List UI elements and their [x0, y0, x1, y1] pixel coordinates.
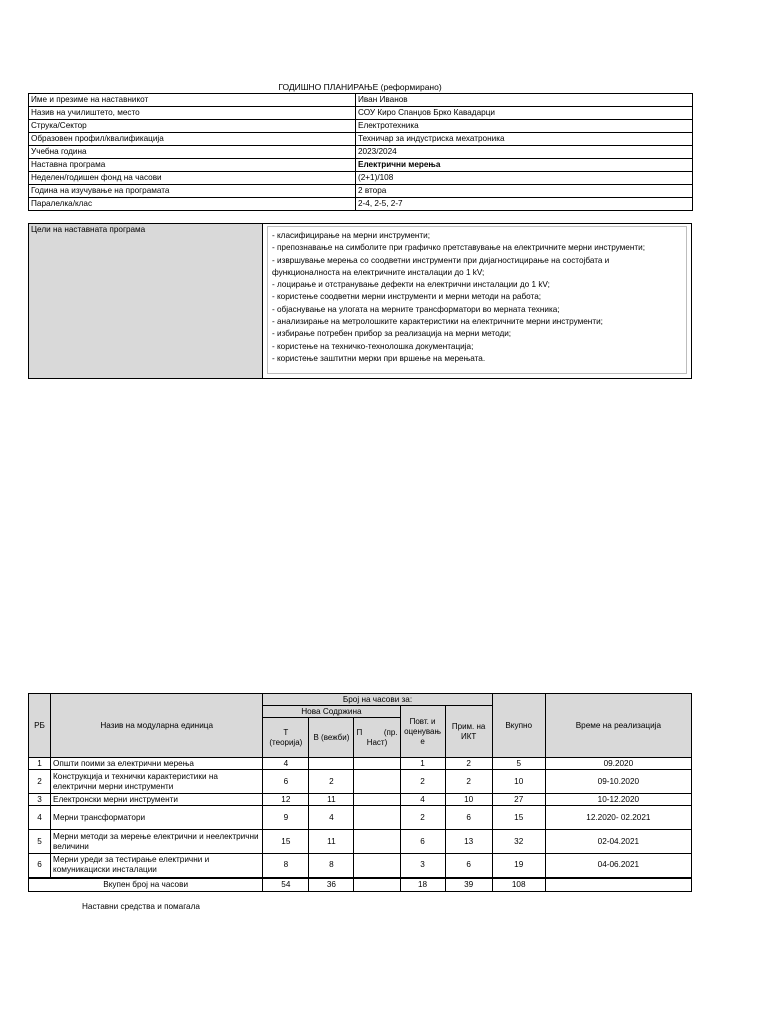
cell-review: 4: [400, 794, 445, 806]
cell-exercises: 2: [309, 770, 354, 794]
cell-unit-name: Конструкција и технички карактеристики на електрични мерни инструменти: [51, 770, 263, 794]
cell-practice: [354, 854, 400, 878]
info-label: Назив на училиштето, место: [29, 107, 356, 120]
header-new-content: Нова Содржина: [263, 706, 400, 718]
cell-review: 6: [400, 830, 445, 854]
cell-time: 12.2020- 02.2021: [545, 806, 691, 830]
teacher-info-table: [28, 93, 693, 211]
info-value: Иван Иванов: [356, 94, 693, 107]
table-row: [29, 830, 692, 854]
goal-item: - избирање потребен прибор за реализација на мерни методи;: [272, 329, 512, 339]
cell-total: 15: [492, 806, 545, 830]
cell-exercises: 11: [309, 830, 354, 854]
modular-units-table: [28, 693, 692, 892]
goal-item: - извршување мерења со соодветни инструменти при дијагностицирање на состојбата и: [272, 255, 610, 265]
program-goals-list: [272, 230, 682, 365]
cell-review: 3: [400, 854, 445, 878]
cell-total: 10: [492, 770, 545, 794]
total-rev: 18: [400, 878, 445, 892]
cell-exercises: [309, 758, 354, 770]
cell-unit-name: Мерни уреди за тестирање електрични и комуникациски инсталации: [51, 854, 263, 878]
goal-item: - препознавање на симболите при графичко претставување на електричните мерни инструменти;: [272, 243, 645, 253]
header-ikt: Прим. на ИКТ: [445, 706, 492, 758]
cell-practice: [354, 830, 400, 854]
total-v: 36: [309, 878, 354, 892]
cell-total: 32: [492, 830, 545, 854]
cell-exercises: 4: [309, 806, 354, 830]
cell-ikt: 13: [445, 830, 492, 854]
goal-item: - користење на техничко-технолошка документација;: [272, 341, 474, 351]
program-goals-label: Цели на наставната програма: [29, 224, 263, 378]
cell-ikt: 6: [445, 854, 492, 878]
info-row: [29, 133, 693, 146]
cell-time: 02-04.2021: [545, 830, 691, 854]
info-row: [29, 94, 693, 107]
goal-item: - анализирање на метролошките карактеристики на електричните мерни инструменти;: [272, 317, 603, 327]
cell-unit-name: Мерни трансформатори: [51, 806, 263, 830]
info-label: Образовен профил/квалификација: [29, 133, 356, 146]
cell-theory: 4: [263, 758, 309, 770]
total-total: 108: [492, 878, 545, 892]
total-label: Вкупен број на часови: [29, 878, 263, 892]
cell-theory: 9: [263, 806, 309, 830]
info-value: 2-4, 2-5, 2-7: [356, 198, 693, 211]
table-row: [29, 770, 692, 794]
header-review: Повт. и оценувањ е: [400, 706, 445, 758]
info-label: Име и презиме на наставникот: [29, 94, 356, 107]
cell-total: 5: [492, 758, 545, 770]
info-row: [29, 198, 693, 211]
goal-item: - објаснување на улогата на мерните трансформатори во мерната техника;: [272, 304, 560, 314]
header-rb: РБ: [29, 694, 51, 758]
cell-theory: 15: [263, 830, 309, 854]
cell-time: 09.2020: [545, 758, 691, 770]
total-p: [354, 878, 400, 892]
info-row: [29, 120, 693, 133]
cell-rb: 6: [29, 854, 51, 878]
info-value: 2023/2024: [356, 146, 693, 159]
info-label: Учебна година: [29, 146, 356, 159]
cell-theory: 12: [263, 794, 309, 806]
header-exercises: В (вежби): [309, 718, 354, 758]
info-value: СОУ Киро Спанџов Брко Кавадарци: [356, 107, 693, 120]
info-label: Паралелка/клас: [29, 198, 356, 211]
cell-ikt: 10: [445, 794, 492, 806]
cell-theory: 8: [263, 854, 309, 878]
cell-exercises: 11: [309, 794, 354, 806]
info-value: Техничар за индустриска мехатроника: [356, 133, 693, 146]
cell-time: 10-12.2020: [545, 794, 691, 806]
program-goals-box: [267, 226, 687, 374]
cell-practice: [354, 770, 400, 794]
info-row: [29, 172, 693, 185]
cell-total: 19: [492, 854, 545, 878]
info-value: (2+1)/108: [356, 172, 693, 185]
info-label: Неделен/годишен фонд на часови: [29, 172, 356, 185]
table-row: [29, 854, 692, 878]
total-row: [29, 878, 692, 892]
info-value: 2 втора: [356, 185, 693, 198]
info-label: Струка/Сектор: [29, 120, 356, 133]
program-goals-section: [28, 223, 692, 379]
cell-rb: 5: [29, 830, 51, 854]
cell-review: 2: [400, 770, 445, 794]
cell-ikt: 2: [445, 758, 492, 770]
info-row: [29, 159, 693, 172]
cell-unit-name: Електронски мерни инструменти: [51, 794, 263, 806]
header-unit-name: Назив на модуларна единица: [51, 694, 263, 758]
cell-exercises: 8: [309, 854, 354, 878]
info-value: Електротехника: [356, 120, 693, 133]
table-row: [29, 794, 692, 806]
header-hours: Број на часови за:: [263, 694, 492, 706]
cell-ikt: 6: [445, 806, 492, 830]
header-time: Време на реализација: [545, 694, 691, 758]
cell-unit-name: Мерни методи за мерење електрични и неелектрични величини: [51, 830, 263, 854]
header-practice: П (пр. Наст): [354, 718, 400, 758]
cell-review: 1: [400, 758, 445, 770]
cell-practice: [354, 806, 400, 830]
cell-time: 04-06.2021: [545, 854, 691, 878]
info-label: Година на изучување на програмата: [29, 185, 356, 198]
goal-item: - користење соодветни мерни инструменти и мерни методи на работа;: [272, 292, 542, 302]
info-row: [29, 107, 693, 120]
cell-unit-name: Општи поими за електрични мерења: [51, 758, 263, 770]
header-theory: Т (теорија): [263, 718, 309, 758]
total-ikt: 39: [445, 878, 492, 892]
cell-rb: 4: [29, 806, 51, 830]
goal-item: - користење заштитни мерки при вршење на мерењата.: [272, 353, 486, 363]
goal-item: функционалноста на електричните инсталации до 1 kV;: [272, 267, 485, 277]
info-row: [29, 185, 693, 198]
cell-rb: 3: [29, 794, 51, 806]
cell-review: 2: [400, 806, 445, 830]
table-row: [29, 806, 692, 830]
cell-theory: 6: [263, 770, 309, 794]
header-total: Вкупно: [492, 694, 545, 758]
goal-item: - класифицирање на мерни инструменти;: [272, 231, 430, 240]
info-label: Наставна програма: [29, 159, 356, 172]
cell-ikt: 2: [445, 770, 492, 794]
cell-time: 09-10.2020: [545, 770, 691, 794]
cell-practice: [354, 758, 400, 770]
info-row: [29, 146, 693, 159]
teaching-aids-label: Наставни средства и помагала: [82, 902, 200, 911]
document-title: ГОДИШНО ПЛАНИРАЊЕ (реформирано): [278, 82, 442, 92]
info-value: Електрични мерења: [356, 159, 693, 172]
table-row: [29, 758, 692, 770]
goal-item: - лоцирање и отстранување дефекти на електрични инсталации до 1 kV;: [272, 280, 550, 290]
cell-practice: [354, 794, 400, 806]
total-time: [545, 878, 691, 892]
total-t: 54: [263, 878, 309, 892]
cell-rb: 2: [29, 770, 51, 794]
cell-rb: 1: [29, 758, 51, 770]
cell-total: 27: [492, 794, 545, 806]
